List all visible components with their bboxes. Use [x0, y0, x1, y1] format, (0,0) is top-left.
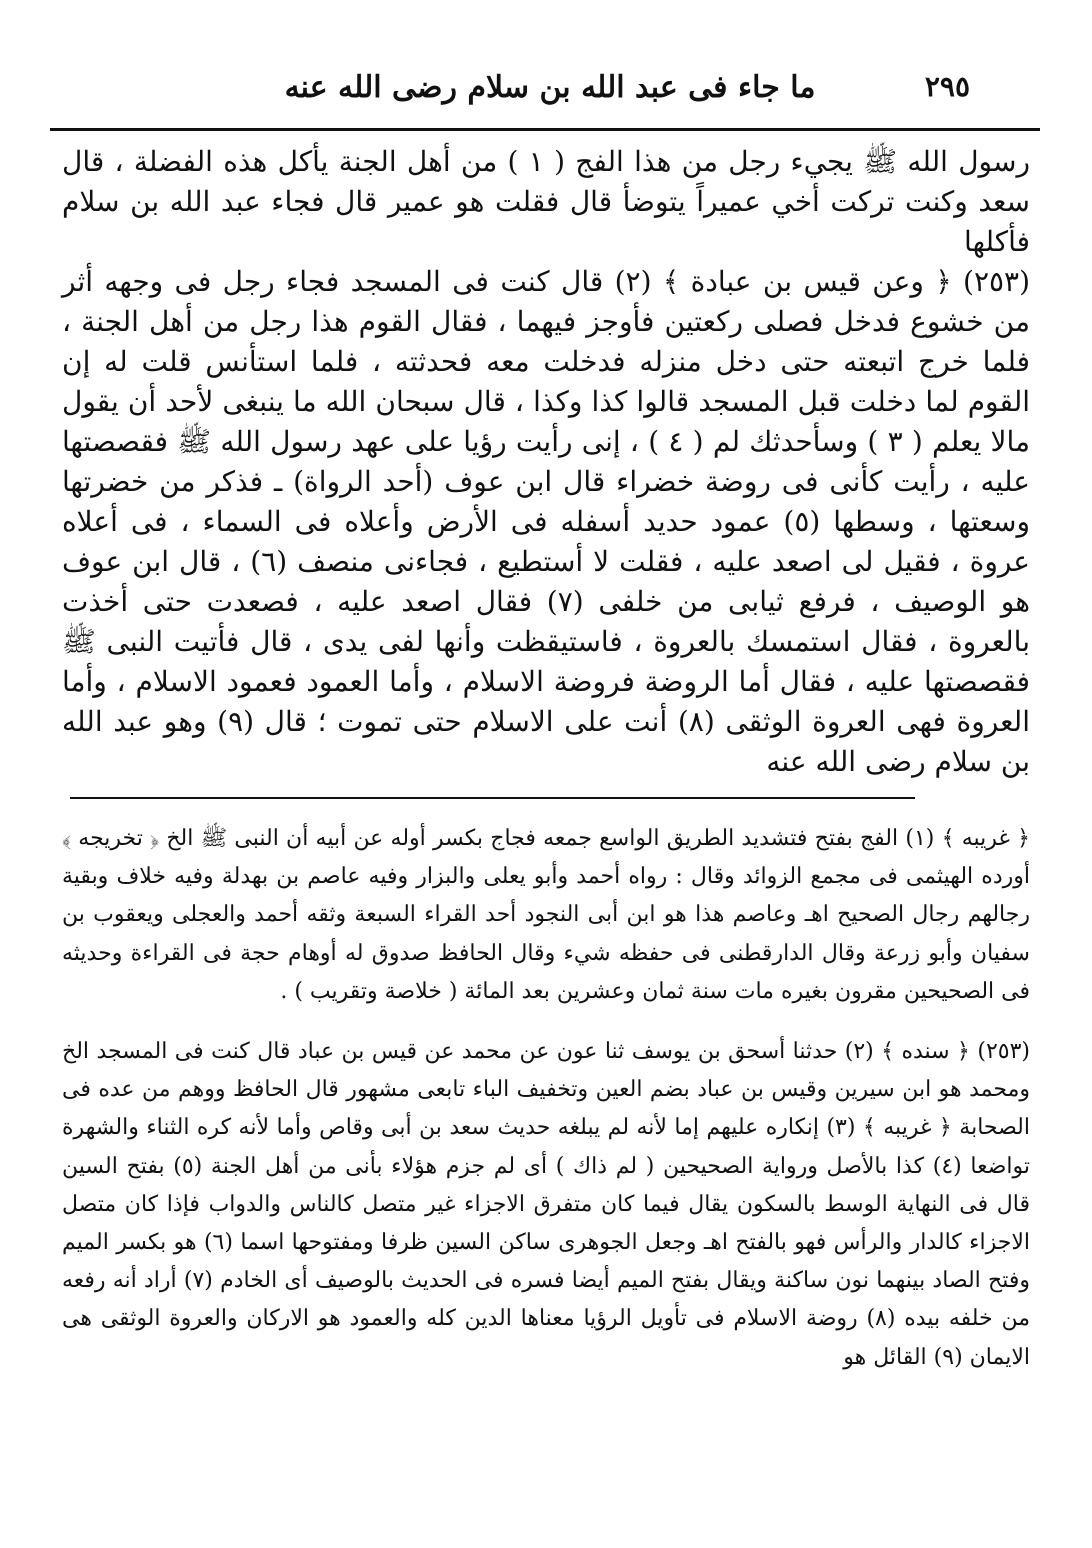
footnote-paragraph: (٢٥٣) ﴿ سنده ﴾ (٢) حدثنا أسحق بن يوسف ثنا عون عن محمد عن قيس بن عباد قال كنت فى المسجد الخ ومحمد هو ابن سيرين وقيس بن عباد بضم العين وتخفيف الباء تابعى مشهور قال الحافظ ووهم من عده فى الصحابة ﴿ غريبه ﴾ (٣) إنكاره عليهم إما لأنه لم يبلغه حديث سعد بن أبى وقاص وأما لأنه كره الثناء والشهرة تواضعا (٤) كذا بالأصل ورواية الصحيحين ( لم ذاك ) أى لم جزم هؤلاء بأنى من أهل الجنة (٥) بفتح السين قال فى النهاية الوسط بالسكون يقال فيما كان متفرق الاجزاء غير متصل كالناس والدواب فإذا كان متصل الاجزاء كالدار والرأس فهو بالفتح اهـ وجعل الجوهرى ساكن السين ظرفا ومفتوحها اسما (٦) هو بكسر الميم وفتح الصاد بينهما نون ساكنة ويقال بفتح الميم أيضا فسره فى الحديث بالوصيف أى الخادم (٧) أراد أنه رفعه من خلفه بيده (٨) روضة الاسلام فى تأويل الرؤيا معناها الدين كله والعمود هو الاركان والعروة الوثقى هى الايمان (٩) القائل هو: [62, 1039, 1030, 1370]
footnotes: [62, 820, 1030, 1377]
page-header: [60, 70, 1040, 120]
page-number: ٢٩٥: [924, 70, 970, 103]
footnote-paragraph: ﴿ غريبه ﴾ (١) الفج بفتح فتشديد الطريق الواسع جمعه فجاج بكسر أوله عن أبيه أن النبى ﷺ الخ ﴿ تخريجه ﴾ أورده الهيثمى فى مجمع الزوائد وقال : رواه أحمد وأبو يعلى والبزار وفيه عاصم بن بهدلة وفيه خلاف وبقية رجالهم رجال الصحيح اهـ وعاصم هذا هو ابن أبى النجود أحد القراء السبعة وثقه أحمد والعجلى ويعقوب بن سفيان وأبو زرعة وقال الدارقطنى فى حفظه شيء وقال الحافظ صدوق له أوهام حجة فى القراءة وحديثه فى الصحيحين مقرون بغيره مات سنة ثمان وعشرين بعد المائة ( خلاصة وتقريب ) .: [62, 826, 1031, 1004]
header-rule: [50, 128, 1040, 131]
main-paragraph: رسول الله ﷺ يجيء رجل من هذا الفج ( ١ ) من أهل الجنة يأكل هذه الفضلة ، قال سعد وكنت تركت أخي عميراً يتوضأ قال فقلت هو عمير قال فجاء عبد الله بن سلام فأكلها: [62, 145, 1030, 258]
hadith-253-paragraph: (٢٥٣) ﴿ وعن قيس بن عبادة ﴾ (٢) قال كنت فى المسجد فجاء رجل فى وجهه أثر من خشوع فدخل فصلى ركعتين فأوجز فيهما ، فقال القوم هذا رجل من أهل الجنة ، فلما خرج اتبعته حتى دخل منزله فدخلت معه فحدثته ، فلما استأنس قلت له إن القوم لما دخلت قبل المسجد قالوا كذا وكذا ، قال سبحان الله ما ينبغى لأحد أن يقول مالا يعلم ( ٣ ) وسأحدثك لم ( ٤ ) ، إنى رأيت رؤيا على عهد رسول الله ﷺ فقصصتها عليه ، رأيت كأنى فى روضة خضراء قال ابن عوف (أحد الرواة) ـ فذكر من خضرتها وسعتها ، وسطها (٥) عمود حديد أسفله فى الأرض وأعلاه فى السماء ، فى أعلاه عروة ، فقيل لى اصعد عليه ، فقلت لا أستطيع ، فجاءنى منصف (٦) ، قال ابن عوف هو الوصيف ، فرفع ثيابى من خلفى (٧) فقال اصعد عليه ، فصعدت حتى أخذت بالعروة ، فقال استمسك بالعروة ، فاستيقظت وأنها لفى يدى ، قال فأتيت النبى ﷺ فقصصتها عليه ، فقال أما الروضة فروضة الاسلام ، وأما العمود فعمود الاسلام ، وأما العروة فهى العروة الوثقى (٨) أنت على الاسلام حتى تموت ؛ قال (٩) وهو عبد الله بن سلام رضى الله عنه: [62, 265, 1031, 778]
running-head: ما جاء فى عبد الله بن سلام رضى الله عنه: [284, 70, 816, 105]
footnote-rule: [70, 797, 915, 799]
main-text: [62, 142, 1030, 782]
